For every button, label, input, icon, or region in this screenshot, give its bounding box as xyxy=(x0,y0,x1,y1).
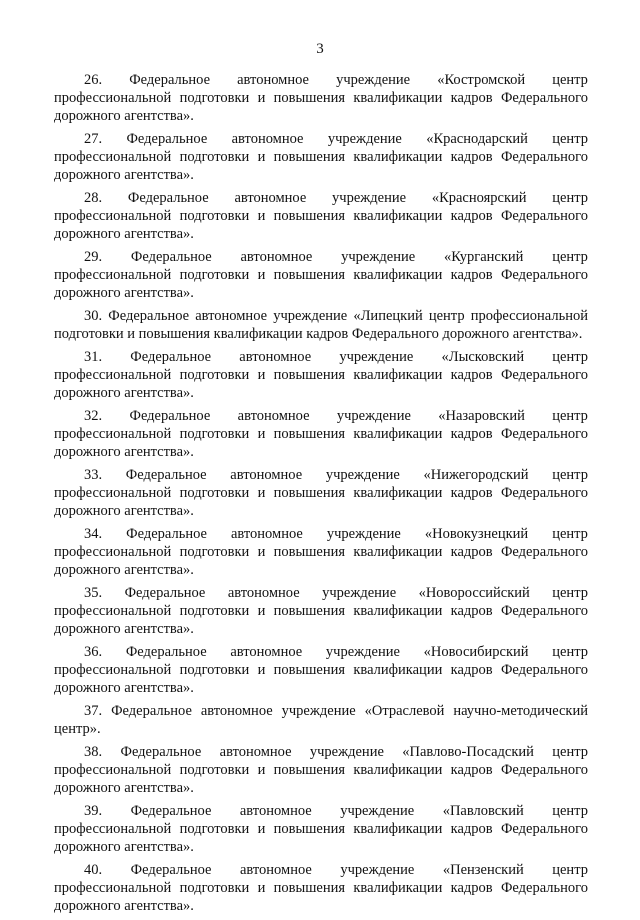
item-number: 39. xyxy=(84,803,103,819)
item-word: «Павловский xyxy=(442,803,524,819)
item-first-line xyxy=(54,407,588,425)
item-word: центр xyxy=(552,744,588,760)
item-word: «Новороссийский xyxy=(418,585,530,601)
item-continuation: профессиональной подготовки и повышения квалификации кадров Федерального дорожного агентства». xyxy=(54,90,588,124)
item-number: 27. xyxy=(84,131,103,147)
item-word: автономное xyxy=(240,249,313,265)
item-continuation: профессиональной подготовки и повышения квалификации кадров Федерального дорожного агентства». xyxy=(54,149,588,183)
list-item: 37. Федеральное автономное учреждение «Отраслевой научно-методический центр». xyxy=(54,703,588,737)
item-first-line xyxy=(54,861,588,879)
item-number: 33. xyxy=(84,467,103,483)
item-word: центр xyxy=(552,803,588,819)
item-word: учреждение xyxy=(340,803,415,819)
item-continuation: профессиональной подготовки и повышения квалификации кадров Федерального дорожного агентства». xyxy=(54,880,588,914)
item-first-line xyxy=(54,248,588,266)
item-word: учреждение xyxy=(340,862,415,878)
item-word: автономное xyxy=(230,644,303,660)
page-number: 3 xyxy=(316,41,324,57)
list-item xyxy=(54,466,588,520)
list-item xyxy=(54,130,588,184)
item-word: «Костромской xyxy=(437,72,526,88)
list-item xyxy=(54,407,588,461)
item-word: учреждение xyxy=(327,131,402,147)
list-item xyxy=(54,525,588,579)
item-continuation: профессиональной подготовки и повышения квалификации кадров Федерального дорожного агентства». xyxy=(54,762,588,796)
item-word: Федеральное xyxy=(130,803,212,819)
item-first-line xyxy=(54,802,588,820)
item-word: центр xyxy=(552,408,588,424)
item-number: 38. xyxy=(84,744,103,760)
item-word: «Пензенский xyxy=(442,862,524,878)
item-word: автономное xyxy=(234,190,307,206)
item-word: центр xyxy=(552,190,588,206)
item-number: 32. xyxy=(84,408,103,424)
item-first-line xyxy=(54,130,588,148)
item-word: автономное xyxy=(230,526,303,542)
item-word: центр xyxy=(552,249,588,265)
item-word: автономное xyxy=(230,467,303,483)
item-continuation: профессиональной подготовки и повышения квалификации кадров Федерального дорожного агентства». xyxy=(54,208,588,242)
item-continuation: профессиональной подготовки и повышения квалификации кадров Федерального дорожного агентства». xyxy=(54,603,588,637)
item-word: «Лысковский xyxy=(441,349,525,365)
list-item xyxy=(54,248,588,302)
item-word: Федеральное xyxy=(130,249,212,265)
item-word: учреждение xyxy=(309,744,384,760)
item-word: центр xyxy=(552,349,588,365)
item-word: центр xyxy=(552,644,588,660)
item-continuation: профессиональной подготовки и повышения квалификации кадров Федерального дорожного агентства». xyxy=(54,267,588,301)
item-first-line xyxy=(54,348,588,366)
item-number: 31. xyxy=(84,349,103,365)
item-word: Федеральное xyxy=(126,131,208,147)
item-number: 26. xyxy=(84,72,103,88)
item-first-line xyxy=(54,525,588,543)
item-word: Федеральное xyxy=(125,644,207,660)
item-first-line xyxy=(54,643,588,661)
item-word: «Нижегородский xyxy=(423,467,529,483)
item-number: 40. xyxy=(84,862,103,878)
item-word: Федеральное xyxy=(129,408,211,424)
item-word: «Красноярский xyxy=(431,190,527,206)
item-word: Федеральное xyxy=(127,190,209,206)
item-word: Федеральное xyxy=(129,72,211,88)
item-word: Федеральное xyxy=(130,349,212,365)
list-item xyxy=(54,584,588,638)
item-word: автономное xyxy=(237,72,309,88)
item-first-line xyxy=(54,189,588,207)
item-word: учреждение xyxy=(332,190,407,206)
item-word: центр xyxy=(552,131,588,147)
item-word: Федеральное xyxy=(124,585,206,601)
list-item xyxy=(54,743,588,797)
item-word: центр xyxy=(552,526,588,542)
item-word: Федеральное xyxy=(120,744,202,760)
item-first-line xyxy=(54,584,588,602)
item-number: 34. xyxy=(84,526,103,542)
item-continuation: профессиональной подготовки и повышения квалификации кадров Федерального дорожного агентства». xyxy=(54,485,588,519)
list-item: 30. Федеральное автономное учреждение «Липецкий центр профессиональной подготовки и повышения квалификации кадров Федерального дорожного агентства». xyxy=(54,308,588,342)
item-word: автономное xyxy=(237,408,310,424)
list-item xyxy=(54,71,588,125)
item-word: автономное xyxy=(219,744,292,760)
list-item xyxy=(54,861,588,915)
item-word: учреждение xyxy=(326,526,401,542)
item-first-line xyxy=(54,71,588,89)
item-word: автономное xyxy=(239,862,312,878)
item-word: Федеральное xyxy=(126,526,207,542)
item-word: Федеральное xyxy=(130,862,212,878)
item-word: учреждение xyxy=(336,72,411,88)
list-item xyxy=(54,189,588,243)
item-word: автономное xyxy=(227,585,300,601)
item-word: центр xyxy=(552,862,588,878)
item-word: Федеральное xyxy=(125,467,207,483)
item-number: 35. xyxy=(84,585,103,601)
item-word: автономное xyxy=(231,131,304,147)
item-word: учреждение xyxy=(339,349,414,365)
item-word: центр xyxy=(552,585,588,601)
list-item xyxy=(54,802,588,856)
item-word: учреждение xyxy=(325,644,400,660)
document-body xyxy=(54,71,588,920)
item-word: «Павлово-Посадский xyxy=(402,744,534,760)
item-word: «Курганский xyxy=(443,249,524,265)
item-word: автономное xyxy=(239,349,312,365)
item-first-line xyxy=(54,466,588,484)
item-first-line xyxy=(54,743,588,761)
item-continuation: профессиональной подготовки и повышения квалификации кадров Федерального дорожного агентства». xyxy=(54,821,588,855)
item-word: «Новокузнецкий xyxy=(424,526,529,542)
item-word: автономное xyxy=(239,803,312,819)
item-continuation: профессиональной подготовки и повышения квалификации кадров Федерального дорожного агентства». xyxy=(54,544,588,578)
item-number: 36. xyxy=(84,644,103,660)
list-item xyxy=(54,348,588,402)
item-word: «Новосибирский xyxy=(423,644,529,660)
list-item xyxy=(54,643,588,697)
item-word: «Краснодарский xyxy=(426,131,528,147)
item-word: учреждение xyxy=(325,467,400,483)
item-number: 28. xyxy=(84,190,103,206)
item-continuation: профессиональной подготовки и повышения квалификации кадров Федерального дорожного агентства». xyxy=(54,662,588,696)
item-word: центр xyxy=(552,72,588,88)
item-word: учреждение xyxy=(336,408,411,424)
item-word: «Назаровский xyxy=(438,408,525,424)
item-word: центр xyxy=(552,467,588,483)
item-continuation: профессиональной подготовки и повышения квалификации кадров Федерального дорожного агентства». xyxy=(54,367,588,401)
item-continuation: профессиональной подготовки и повышения квалификации кадров Федерального дорожного агентства». xyxy=(54,426,588,460)
item-number: 29. xyxy=(84,249,103,265)
item-word: учреждение xyxy=(341,249,416,265)
item-word: учреждение xyxy=(322,585,397,601)
